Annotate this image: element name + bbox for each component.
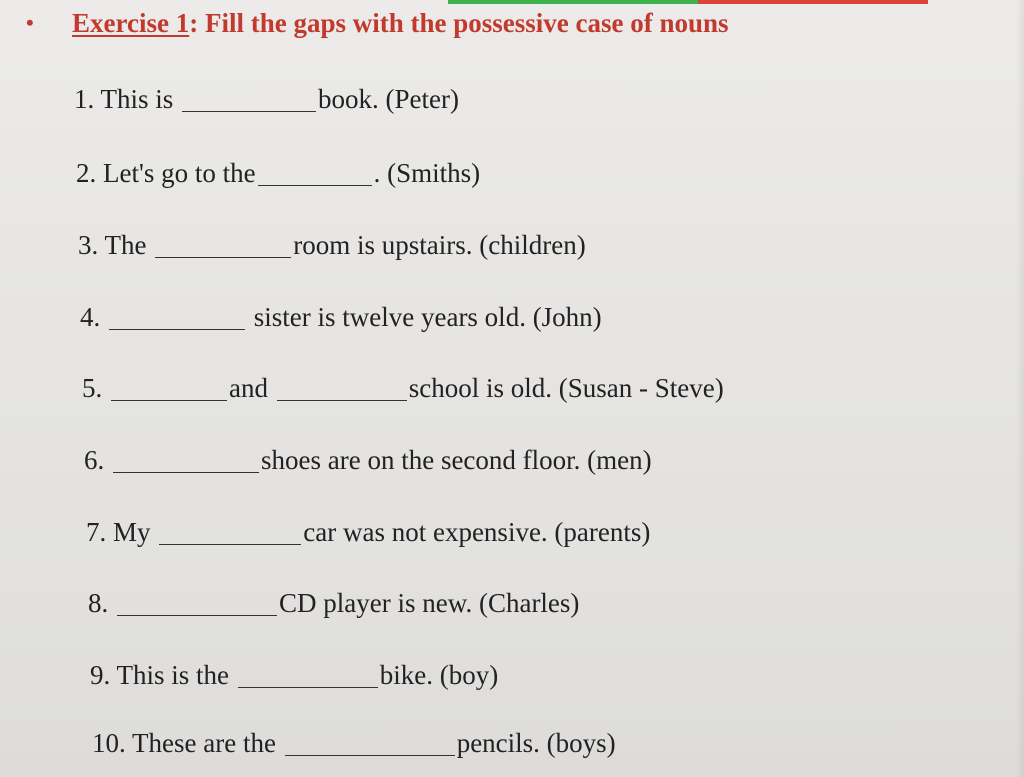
item-text-after: sister is twelve years old. (John) (253, 302, 602, 332)
item-number: 9. (90, 660, 111, 690)
item-text-middle: and (229, 373, 268, 403)
answer-blank-second[interactable] (277, 376, 407, 401)
item-text-before: This is (100, 84, 174, 114)
exercise-label: Exercise 1 (72, 8, 190, 38)
item-number: 6. (84, 445, 105, 475)
item-text-after: pencils. (boys) (456, 728, 616, 758)
page-edge-shadow (1016, 0, 1024, 777)
answer-blank[interactable] (113, 448, 259, 473)
exercise-item-9 (90, 660, 498, 691)
exercise-item-3 (78, 230, 586, 261)
exercise-item-4 (80, 302, 602, 333)
top-red-strip (698, 0, 928, 4)
answer-blank[interactable] (155, 233, 291, 258)
answer-blank[interactable] (159, 520, 301, 545)
item-text-before: Let's go to the (103, 158, 256, 188)
item-number: 3. (78, 230, 99, 260)
exercise-item-2 (76, 158, 480, 189)
item-text-after: . (Smiths) (373, 158, 481, 188)
exercise-item-6 (84, 445, 652, 476)
answer-blank[interactable] (238, 663, 378, 688)
answer-blank[interactable] (182, 87, 316, 112)
answer-blank[interactable] (117, 591, 277, 616)
item-text-after: shoes are on the second floor. (men) (261, 445, 652, 475)
item-text-after: room is upstairs. (children) (293, 230, 586, 260)
exercise-item-8 (88, 588, 579, 619)
answer-blank[interactable] (285, 731, 455, 756)
bullet-icon: • (26, 10, 34, 35)
answer-blank[interactable] (258, 161, 372, 186)
item-number: 10. (92, 728, 126, 758)
item-text-after: school is old. (Susan - Steve) (408, 373, 724, 403)
answer-blank[interactable] (109, 305, 245, 330)
item-number: 8. (88, 588, 109, 618)
item-text-before: This is the (116, 660, 230, 690)
exercise-heading (26, 8, 729, 39)
item-number: 2. (76, 158, 97, 188)
item-text-before: My (113, 517, 151, 547)
item-text-before: These are the (132, 728, 276, 758)
item-text-after: book. (Peter) (318, 84, 459, 114)
top-green-strip (448, 0, 698, 4)
exercise-item-1 (74, 84, 459, 115)
item-text-after: car was not expensive. (parents) (303, 517, 651, 547)
item-number: 5. (82, 373, 103, 403)
exercise-item-7 (86, 517, 650, 548)
exercise-instructions: : Fill the gaps with the possessive case of nouns (189, 8, 729, 38)
exercise-item-5 (82, 373, 724, 404)
answer-blank-first[interactable] (111, 376, 227, 401)
item-number: 7. (86, 517, 107, 547)
exercise-item-10 (92, 728, 616, 759)
item-number: 1. (74, 84, 95, 114)
item-number: 4. (80, 302, 101, 332)
item-text-before: The (104, 230, 147, 260)
item-text-after: bike. (boy) (379, 660, 499, 690)
item-text-after: CD player is new. (Charles) (279, 588, 580, 618)
